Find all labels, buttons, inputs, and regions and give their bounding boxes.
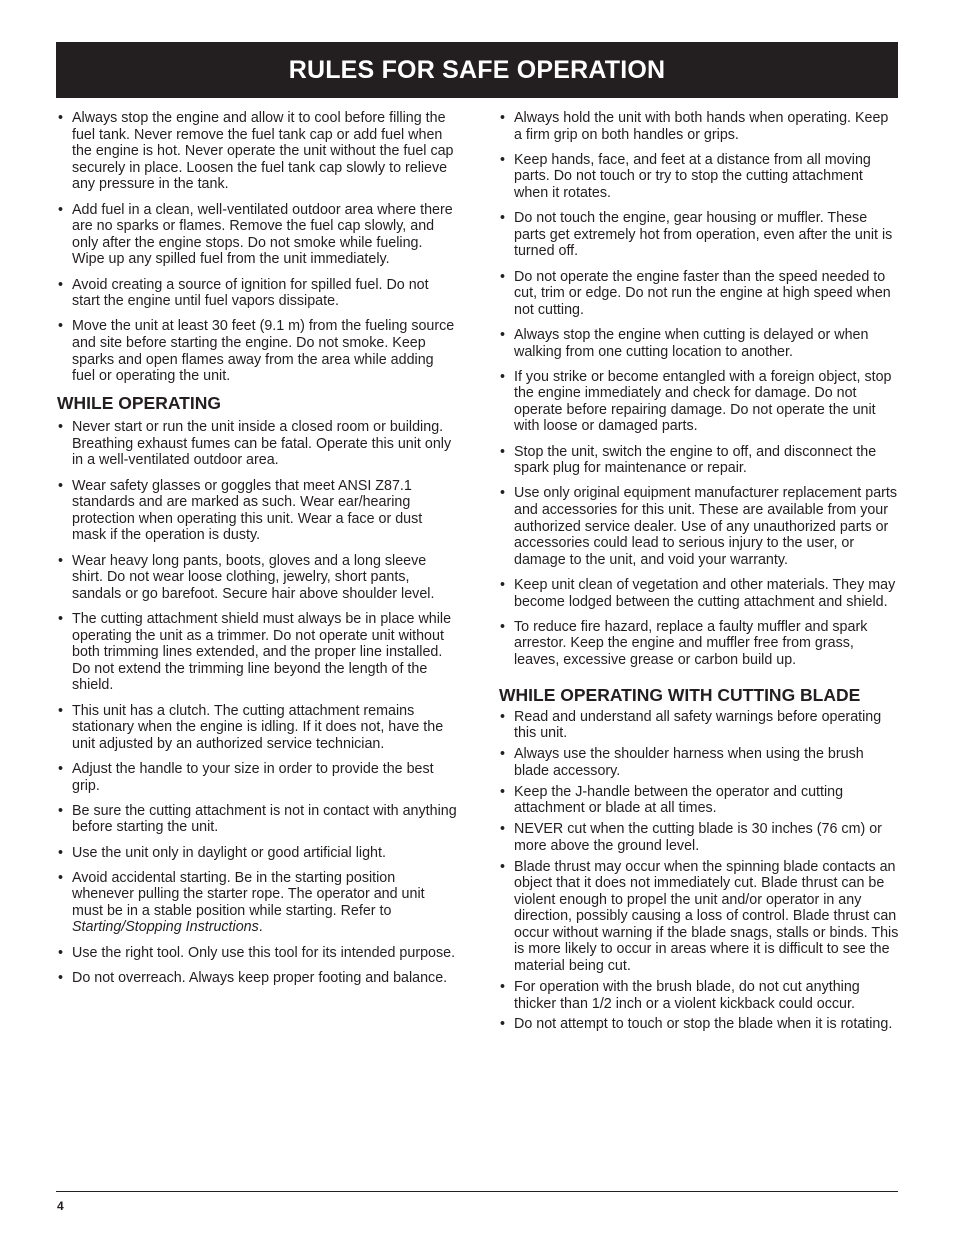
cutting-blade-list	[499, 709, 899, 1033]
list-item: • Use the right tool. Only use this tool for its intended purpose.	[57, 945, 457, 962]
list-item: • Never start or run the unit inside a closed room or building. Breathing exhaust fumes can be fatal. Operate this unit only in a well-ventilated outdoor area.	[57, 419, 457, 469]
list-item: • Wear heavy long pants, boots, gloves and a long sleeve shirt. Do not wear loose clothing, jewelry, short pants, sandals or go barefoot. Secure hair above shoulder level.	[57, 553, 457, 603]
starting-instructions-reference: Starting/Stopping Instructions	[72, 919, 259, 936]
left-column	[57, 110, 457, 995]
list-item-starting	[57, 870, 457, 936]
list-item: • Always stop the engine and allow it to cool before filling the fuel tank. Never remove the fuel tank cap or add fuel when the engine is hot. Never operate the unit without the fuel cap securely in place. Loosen the fuel tank cap slowly to relieve any pressure in the tank.	[57, 110, 457, 193]
section-heading-cutting-blade: WHILE OPERATING WITH CUTTING BLADE	[499, 684, 861, 705]
list-item: • Read and understand all safety warnings before operating this unit.	[499, 709, 899, 742]
list-item: • Adjust the handle to your size in order to provide the best grip.	[57, 761, 457, 794]
page-title: RULES FOR SAFE OPERATION	[288, 56, 666, 84]
list-item: • Always stop the engine when cutting is delayed or when walking from one cutting location to another.	[499, 327, 899, 360]
list-item: • Do not attempt to touch or stop the blade when it is rotating.	[499, 1016, 899, 1033]
fueling-rules-list	[57, 110, 457, 385]
list-item: • Blade thrust may occur when the spinning blade contacts an object that it does not immediately cut. Blade thrust can be violent enough to propel the unit and/or operator in any direction, possibly causing a loss of control. Blade thrust can occur without warning if the blade snags, stalls or binds. This is more likely to occur in areas where it is difficult to see the material being cut.	[499, 859, 899, 975]
list-item: • Use the unit only in daylight or good artificial light.	[57, 845, 457, 862]
starting-text-end: .	[258, 919, 263, 936]
list-item: • Always hold the unit with both hands when operating. Keep a firm grip on both handles or grips.	[499, 110, 899, 143]
list-item: • Keep hands, face, and feet at a distance from all moving parts. Do not touch or try to stop the cutting attachment when it rotates.	[499, 152, 899, 202]
list-item: • Be sure the cutting attachment is not in contact with anything before starting the unit.	[57, 803, 457, 836]
list-item: • Keep unit clean of vegetation and other materials. They may become lodged between the cutting attachment and shield.	[499, 577, 899, 610]
list-item: • Use only original equipment manufacturer replacement parts and accessories for this unit. These are available from your authorized service dealer. Use of any unauthorized parts or accessories could lead to serious injury to the user, or damage to the unit, and void your warranty.	[499, 485, 899, 568]
list-item: • Add fuel in a clean, well-ventilated outdoor area where there are no sparks or flames. Remove the fuel cap slowly, and only after the engine stops. Do not smoke while fueling. Wipe up any spilled fuel from the unit immediately.	[57, 202, 457, 268]
list-item: • Move the unit at least 30 feet (9.1 m) from the fueling source and site before starting the engine. Do not smoke. Keep sparks and open flames away from the area while adding fuel or operating the unit.	[57, 318, 457, 384]
list-item: • Avoid creating a source of ignition for spilled fuel. Do not start the engine until fuel vapors dissipate.	[57, 277, 457, 310]
list-item: • This unit has a clutch. The cutting attachment remains stationary when the engine is idling. If it does not, have the unit adjusted by an authorized service technician.	[57, 703, 457, 753]
list-item: • Keep the J-handle between the operator and cutting attachment or blade at all times.	[499, 784, 899, 817]
list-item: • To reduce fire hazard, replace a faulty muffler and spark arrestor. Keep the engine and muffler free from grass, leaves, excessive grease or carbon build up.	[499, 619, 899, 669]
right-column	[499, 110, 899, 1037]
starting-text: Avoid accidental starting. Be in the starting position whenever pulling the starter rope. The operator and unit must be in a stable position while starting. Refer to	[72, 869, 425, 919]
footer-divider	[56, 1191, 898, 1192]
list-item: • Wear safety glasses or goggles that meet ANSI Z87.1 standards and are marked as such. Wear ear/hearing protection when operating this unit. Wear a face or dust mask if the operation is dusty.	[57, 478, 457, 544]
list-item: • NEVER cut when the cutting blade is 30 inches (76 cm) or more above the ground level.	[499, 821, 899, 854]
list-item: • If you strike or become entangled with a foreign object, stop the engine immediately and check for damage. Do not operate before repairing damage. Do not operate the unit with loose or damaged parts.	[499, 369, 899, 435]
list-item: • Do not operate the engine faster than the speed needed to cut, trim or edge. Do not run the engine at high speed when not cutting.	[499, 269, 899, 319]
list-item: • The cutting attachment shield must always be in place while operating the unit as a trimmer. Do not operate unit without both trimming lines extended, and the proper line installed. Do not extend the trimming line beyond the length of the shield.	[57, 611, 457, 694]
list-item: • Do not overreach. Always keep proper footing and balance.	[57, 970, 457, 987]
page-number: 4	[57, 1199, 64, 1213]
operating-rules-list	[499, 110, 899, 669]
while-operating-list	[57, 419, 457, 986]
section-heading-while-operating: WHILE OPERATING	[57, 393, 221, 414]
list-item: • Stop the unit, switch the engine to off, and disconnect the spark plug for maintenance or repair.	[499, 444, 899, 477]
title-banner	[56, 42, 898, 98]
list-item: • Do not touch the engine, gear housing or muffler. These parts get extremely hot from operation, even after the unit is turned off.	[499, 210, 899, 260]
list-item: • Always use the shoulder harness when using the brush blade accessory.	[499, 746, 899, 779]
list-item: • For operation with the brush blade, do not cut anything thicker than 1/2 inch or a violent kickback could occur.	[499, 979, 899, 1012]
